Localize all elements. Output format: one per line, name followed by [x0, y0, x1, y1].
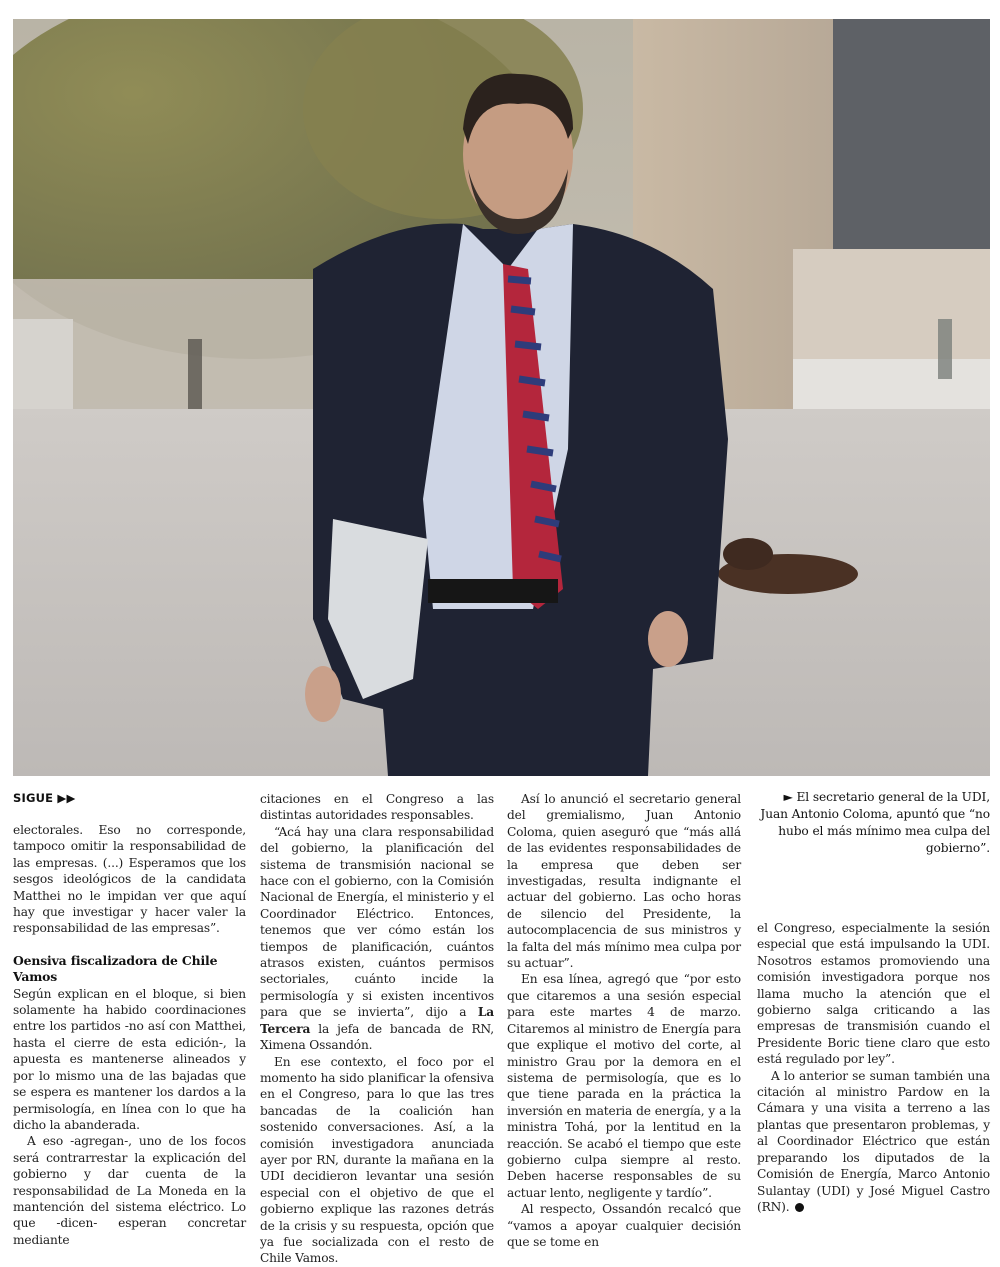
- paragraph: [757, 1068, 990, 1216]
- paragraph: Según explican en el bloque, si bien solamente ha habido coordinaciones entre los partidos -no así con Matthei, hasta el cierre de esta edición-, la apuesta es mantenerse alineados y por lo mismo una de las bajadas que se espera es mantener los dardos a la permisología, en línea con lo que ha dicho la abanderada.: [13, 986, 246, 1132]
- paragraph: Al respecto, Ossandón recalcó que “vamos a apoyar cualquier decisión que se tome en: [507, 1202, 741, 1249]
- paragraph: el Congreso, especialmente la sesión especial que está impulsando la UDI. Nosotros estamos promoviendo una comisión investigadora porque nos llama mucho la atención que el gobierno salga criticando a las empresas de transmisión cuando el Presidente Boric tiene claro que esto está regulado por ley”.: [757, 921, 990, 1067]
- column-1: [13, 822, 246, 1248]
- photo-caption: ► El secretario general de la UDI, Juan Antonio Coloma, apuntó que “no hubo el más mínimo mea culpa del gobierno”.: [760, 790, 990, 855]
- paragraph: A eso -agregan-, uno de los focos será contrarrestar la explicación del gobierno y dar cuenta de la responsabilidad de La Moneda en la mantención del sistema eléctrico. Lo que -dicen- esperan concretar mediante: [13, 1134, 246, 1247]
- column-2: [260, 791, 494, 1267]
- photo-illustration: [13, 19, 990, 776]
- quote-attribution: la jefa de bancada de RN, Ximena Ossandón.: [260, 1021, 494, 1053]
- paragraph: electorales. Eso no corresponde, tampoco omitir la responsabilidad de las empresas. (...) Esperamos que los sesgos ideológicos de la candidata Matthei no le impidan ver que aquí hay que investigar y hacer valer la responsabilidad de las empresas”.: [13, 823, 246, 936]
- paragraph-text: A lo anterior se suman también una citación al ministro Pardow en la Cámara y una visita a terreno a las plantas que presentaron problemas, y al Coordinador Eléctrico que están preparando los diputados de la Comisión de Energía, Marco Antonio Sulantay (UDI) y José Miguel Castro (RN).: [757, 1068, 990, 1214]
- paragraph: En esa línea, agregó que “por esto que citaremos a una sesión especial para este martes 4 de marzo. Citaremos al ministro de Energía para que explique el motivo del corte, al ministro Grau por la demora en el sistema de permisología, que es lo que tiene parada en la práctica la inversión en materia de energía, y a la ministra Tohá, por la lentitud en la reacción. Se acabó el tiempo que este gobierno culpa siempre al resto. Deben hacerse responsables de su actuar lento, negligente y tardío”.: [507, 972, 741, 1200]
- paragraph: En ese contexto, el foco por el momento ha sido planificar la ofensiva en el Congreso, para lo que las tres bancadas de la coalición han sostenido conversaciones. Así, a la comisión investigadora anunciada ayer por RN, durante la mañana en la UDI decidieron levantar una sesión especial con el objetivo de que el gobierno explique las razones detrás de la crisis y su respuesta, opción que ya fue socializada con el resto de Chile Vamos.: [260, 1054, 494, 1266]
- newspaper-name: La Tercera: [260, 1005, 494, 1036]
- end-of-article-icon: [795, 1203, 804, 1212]
- column-4: [757, 920, 990, 1215]
- section-heading: Oensiva fiscalizadora de Chile Vamos: [13, 952, 218, 985]
- column-3: [507, 791, 741, 1250]
- paragraph: [260, 824, 494, 1054]
- paragraph: citaciones en el Congreso a las distintas autoridades responsables.: [260, 792, 494, 823]
- continues-marker: SIGUE ▶▶: [13, 791, 76, 805]
- quote-text: “Acá hay una clara responsabilidad del gobierno, la planificación del sistema de transmisión nacional se hace con el gobierno, con la Comisión Nacional de Energía, el ministerio y el Coordinador Eléctrico. Entonces, tenemos que ver cómo están los tiempos de planificación, cuántos atrasos existen, cuántos permisos sectoriales, cuánto incide la permisología y si existen incentivos para que se invierta”, dijo a: [260, 824, 494, 1020]
- paragraph: Así lo anunció el secretario general del gremialismo, Juan Antonio Coloma, quien aseguró que “más allá de las evidentes responsabilidades de la empresa que deben ser investigadas, resulta indignante el actuar del gobierno. Las ocho horas de silencio del Presidente, la autocomplacencia de sus ministros y la falta del más mínimo mea culpa por su actuar”.: [507, 792, 741, 971]
- article-photo: [13, 19, 990, 776]
